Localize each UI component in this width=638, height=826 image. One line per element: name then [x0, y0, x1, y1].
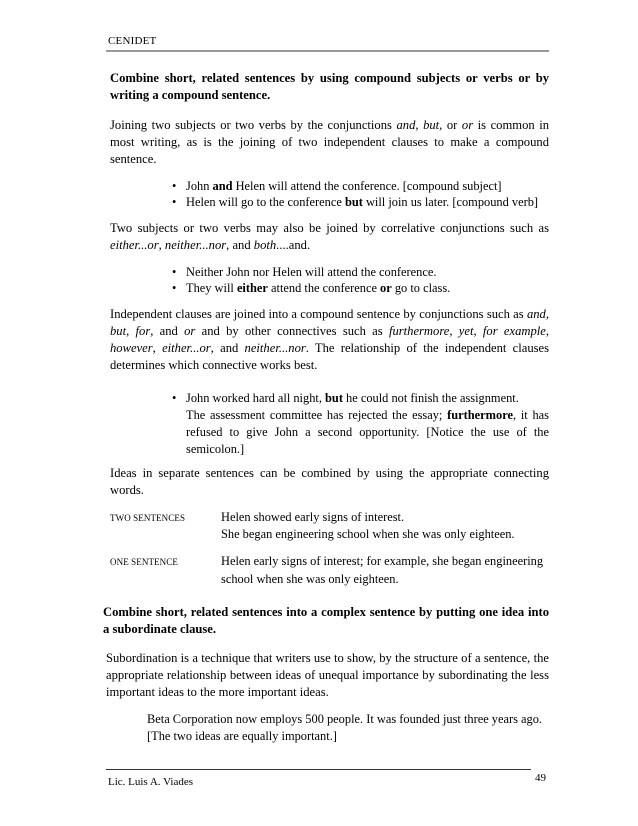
bullet-icon: • — [172, 265, 177, 279]
section-heading-compound: Combine short, related sentences by using compound subjects or verbs or by writing a compound sentence. — [110, 71, 549, 102]
footer-author: Lic. Luis A. Viades — [108, 776, 193, 788]
bullet-but-example: • John worked hard all night, but he could not finish the assignment. — [172, 391, 519, 405]
section-heading-complex: Combine short, related sentences into a complex sentence by putting one idea into a subordinate clause. — [103, 605, 549, 636]
paragraph-correlative: Two subjects or two verbs may also be joined by correlative conjunctions such as either...or, neither...nor, and both....and. — [110, 221, 549, 252]
bullet-neither: • Neither John nor Helen will attend the conference. — [172, 265, 437, 279]
paragraph-connecting-words: Ideas in separate sentences can be combined by using the appropriate connecting words. — [110, 466, 549, 497]
running-header: CENIDET — [108, 35, 157, 47]
beta-sentence: Beta Corporation now employs 500 people. It was founded just three years ago. — [147, 712, 543, 726]
two-sentences-line-2: She began engineering school when she was only eighteen. — [221, 527, 515, 541]
bullet-compound-verb: • Helen will go to the conference but will join us later. [compound verb] — [172, 195, 539, 209]
bullet-either: • They will either attend the conference or go to class. — [172, 281, 451, 295]
paragraph-independent-clauses: Independent clauses are joined into a compound sentence by conjunctions such as and, but, for, and or and by other connectives such as furthermore, yet, for example, however, either...or, and neither...nor. The relationship of the independent clauses determines which connective works best. — [110, 307, 550, 372]
bullet-compound-subject: • John and Helen will attend the conference. [compound subject] — [172, 179, 502, 193]
header-rule — [106, 50, 549, 52]
page-number: 49 — [535, 772, 546, 784]
bullet-icon: • — [172, 195, 177, 209]
paragraph-compound-intro: Joining two subjects or two verbs by the conjunctions and, but, or or is common in most writing, as is the joining of two independent clauses to make a compound sentence. — [110, 118, 550, 166]
two-sentences-line-1: Helen showed early signs of interest. — [221, 510, 405, 524]
bullet-icon: • — [172, 179, 177, 193]
example-beta-corporation — [147, 711, 542, 745]
label-two-sentences: TWO SENTENCES — [110, 513, 186, 523]
bullet-icon: • — [172, 391, 177, 405]
example-one-sentence: Helen early signs of interest; for example, she began engineering school when she was only eighteen. — [221, 554, 544, 586]
example-two-sentences — [221, 509, 515, 543]
example-furthermore: The assessment committee has rejected the essay; furthermore, it has refused to give John a second opportunity. [Notice the use of the semicolon.] — [186, 408, 550, 456]
label-one-sentence: ONE SENTENCE — [110, 557, 178, 567]
beta-note: [The two ideas are equally important.] — [147, 729, 337, 743]
bullet-icon: • — [172, 281, 177, 295]
footer-rule — [106, 769, 531, 770]
paragraph-subordination: Subordination is a technique that writers use to show, by the structure of a sentence, the appropriate relationship between ideas of unequal importance by subordinating the less important ideas to the more important ideas. — [106, 651, 549, 699]
